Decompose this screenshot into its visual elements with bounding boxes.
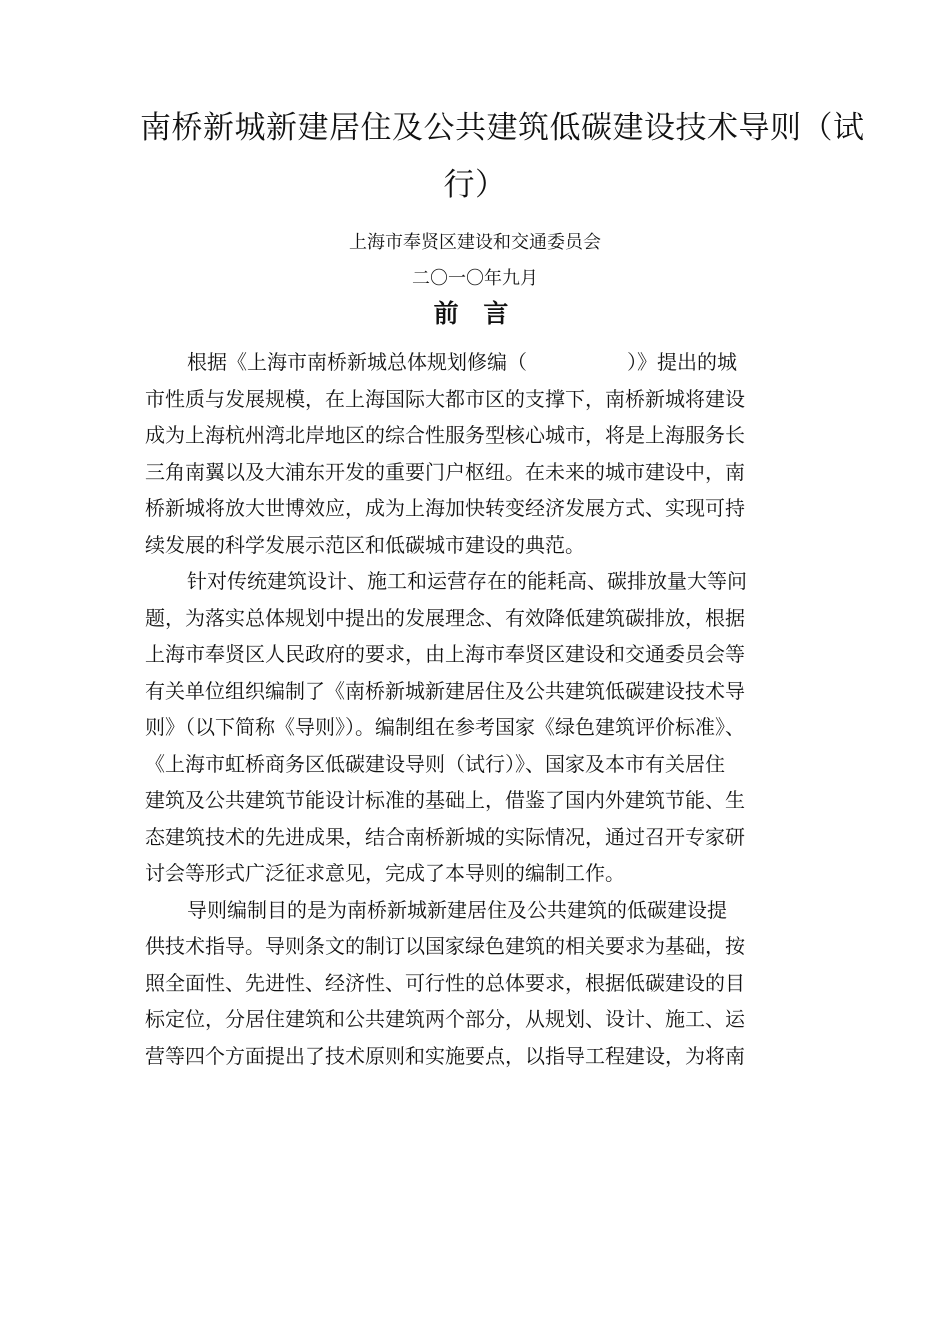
preface-body bbox=[145, 344, 809, 1074]
text-line: 题，为落实总体规划中提出的发展理念、有效降低建筑碳排放，根据 bbox=[145, 605, 745, 630]
text-line: 市性质与发展规模，在上海国际大都市区的支撑下，南桥新城将建设 bbox=[145, 386, 745, 411]
text-line: 续发展的科学发展示范区和低碳城市建设的典范。 bbox=[145, 532, 585, 557]
text-line: 针对传统建筑设计、施工和运营存在的能耗高、碳排放量大等问 bbox=[187, 569, 747, 593]
text-line: 营等四个方面提出了技术原则和实施要点，以指导工程建设，为将南 bbox=[145, 1043, 745, 1068]
text-line: 导则编制目的是为南桥新城新建居住及公共建筑的低碳建设提 bbox=[187, 897, 727, 922]
document-title bbox=[140, 100, 865, 214]
paragraph-2 bbox=[145, 563, 809, 892]
paragraph-3 bbox=[145, 892, 809, 1075]
issue-date: 二〇一〇年九月 bbox=[412, 268, 538, 289]
preface-heading: 前 言 bbox=[433, 299, 517, 328]
text-line: 上海市奉贤区人民政府的要求，由上海市奉贤区建设和交通委员会等 bbox=[145, 642, 745, 666]
paragraph-1 bbox=[145, 344, 809, 563]
text-line: 照全面性、先进性、经济性、可行性的总体要求，根据低碳建设的目 bbox=[145, 970, 745, 995]
text-line: 讨会等形式广泛征求意见，完成了本导则的编制工作。 bbox=[145, 861, 625, 885]
text-line: 标定位，分居住建筑和公共建筑两个部分，从规划、设计、施工、运 bbox=[145, 1007, 745, 1031]
text-line: 三角南翼以及大浦东开发的重要门户枢纽。在未来的城市建设中，南 bbox=[145, 459, 745, 484]
title-line-1: 南桥新城新建居住及公共建筑低碳建设技术导则（试 bbox=[140, 110, 865, 146]
text-line: 桥新城将放大世博效应，成为上海加快转变经济发展方式、实现可持 bbox=[145, 496, 745, 520]
issuing-organization: 上海市奉贤区建设和交通委员会 bbox=[349, 232, 601, 253]
title-line-2: 行） bbox=[443, 167, 507, 203]
text-line: 供技术指导。导则条文的制订以国家绿色建筑的相关要求为基础，按 bbox=[145, 934, 745, 958]
text-line: 根据《上海市南桥新城总体规划修编（ ）》提出的城 bbox=[187, 350, 737, 374]
text-line: 《上海市虹桥商务区低碳建设导则（试行）》、国家及本市有关居住 bbox=[145, 751, 725, 776]
text-line: 成为上海杭州湾北岸地区的综合性服务型核心城市，将是上海服务长 bbox=[145, 423, 745, 447]
text-line: 则》（以下简称《导则》）。编制组在参考国家《绿色建筑评价标准》、 bbox=[145, 715, 745, 739]
text-line: 建筑及公共建筑节能设计标准的基础上，借鉴了国内外建筑节能、生 bbox=[145, 788, 745, 812]
text-line: 有关单位组织编制了《南桥新城新建居住及公共建筑低碳建设技术导 bbox=[145, 678, 745, 703]
text-line: 态建筑技术的先进成果，结合南桥新城的实际情况，通过召开专家研 bbox=[145, 824, 745, 849]
